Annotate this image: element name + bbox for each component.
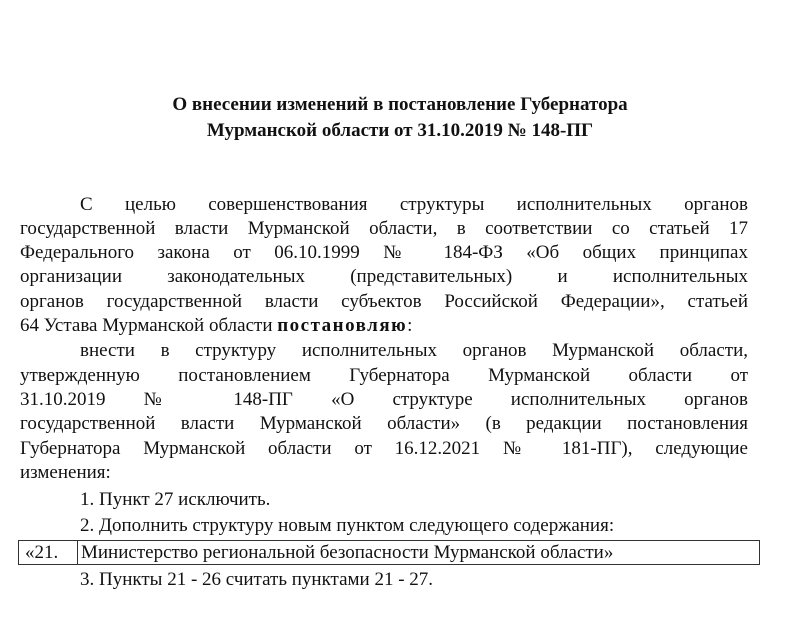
preamble-line-6: [20, 314, 412, 338]
decree-word: постановляю: [277, 315, 408, 336]
body-line-1: внести в структуру исполнительных органов Мурманской области,: [80, 340, 748, 361]
structure-item-text: Министерство региональной безопасности Мурманской области»: [81, 542, 614, 563]
preamble-line-3: Федерального закона от 06.10.1999 № 184-ФЗ «Об общих принципах: [20, 242, 748, 263]
structure-table-row: [18, 540, 760, 565]
item-2: 2. Дополнить структуру новым пунктом следующего содержания:: [80, 515, 615, 536]
body-line-4: государственной власти Мурманской области» (в редакции постановления: [20, 413, 748, 434]
table-cell-divider: [77, 541, 78, 564]
preamble-line-4: организации законодательных (представительных) и исполнительных: [20, 266, 748, 287]
item-1: 1. Пункт 27 исключить.: [80, 489, 271, 510]
preamble-line-6-start: 64 Устава Мурманской области: [20, 315, 278, 336]
body-line-6: изменения:: [20, 462, 111, 483]
body-line-3: 31.10.2019 № 148-ПГ «О структуре исполнительных органов: [20, 389, 748, 410]
preamble-line-2: государственной власти Мурманской области, в соответствии со статьей 17: [20, 218, 748, 239]
structure-item-number: «21.: [25, 542, 59, 563]
preamble-line-6-end: :: [407, 315, 413, 336]
preamble-line-5: органов государственной власти субъектов Российской Федерации», статьей: [20, 291, 748, 312]
body-line-5: Губернатора Мурманской области от 16.12.2021 № 181-ПГ), следующие: [20, 438, 748, 459]
preamble-line-1: С целью совершенствования структуры исполнительных органов: [80, 194, 748, 215]
document-title-line-1: О внесении изменений в постановление Губернатора: [172, 94, 628, 115]
document-title-line-2: Мурманской области от 31.10.2019 № 148-ПГ: [206, 120, 594, 141]
body-line-2: утвержденную постановлением Губернатора Мурманской области от: [20, 365, 748, 386]
item-3: 3. Пункты 21 - 26 считать пунктами 21 - 27.: [80, 569, 434, 590]
